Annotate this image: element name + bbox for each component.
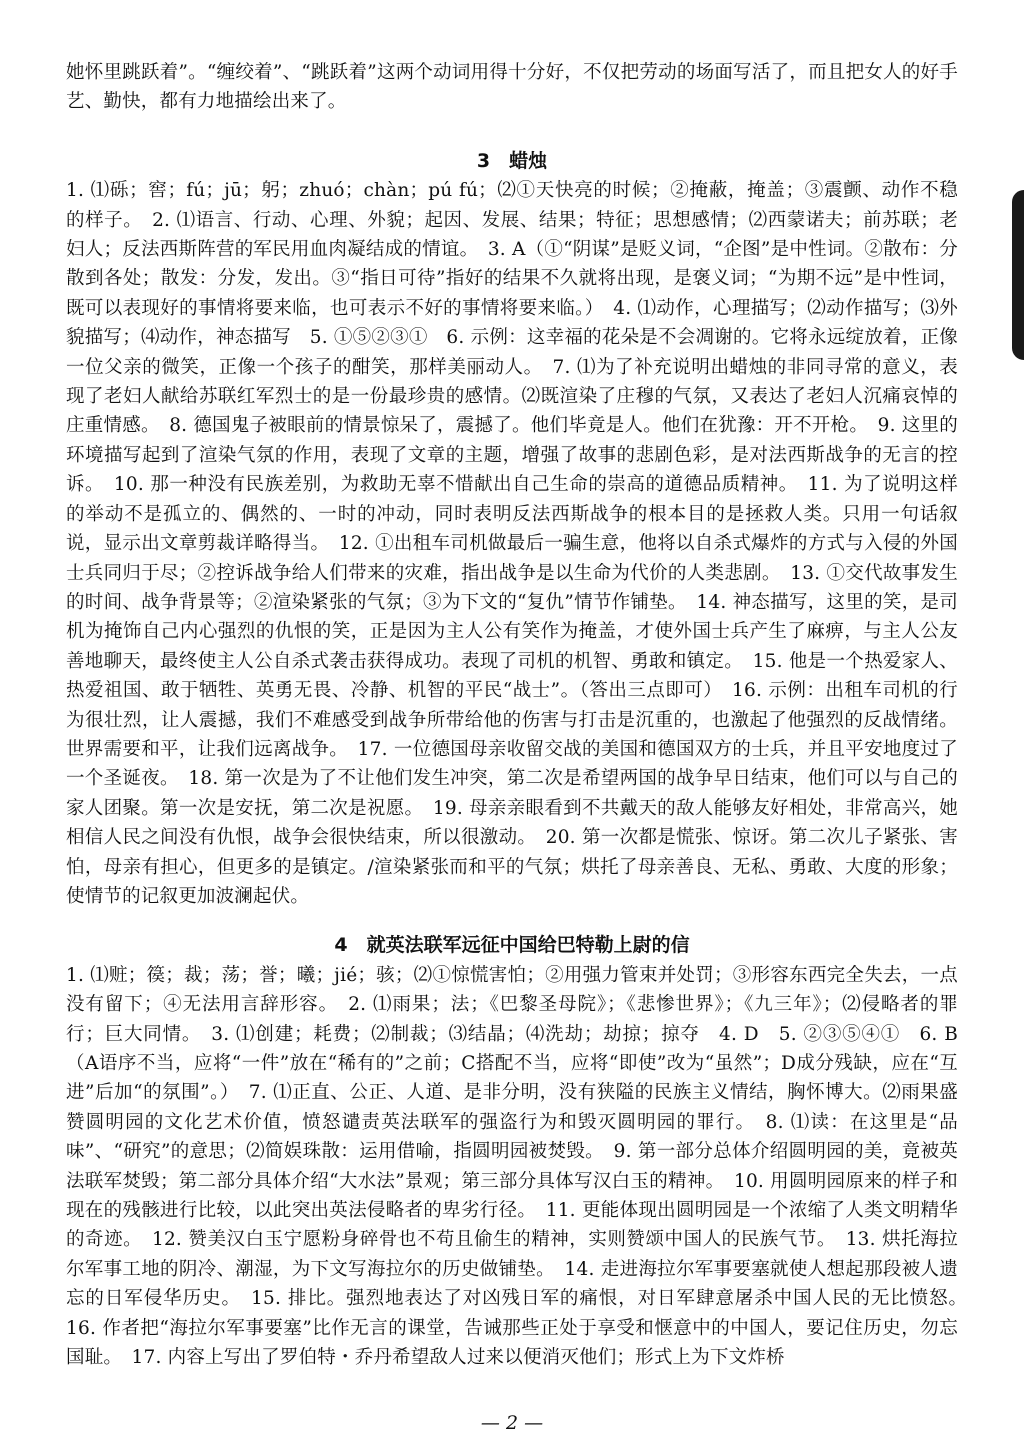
spacer [66,911,958,931]
scan-edge-mark [1012,190,1024,360]
answer-page [66,58,977,1372]
spacer [66,117,958,147]
section-4-body: 1. ⑴赃；篌；裁；荡；誉；曦；jié；骇；⑵①惊慌害怕；②用强力管束并处罚；③形容东西完全失去，一点没有留下；④无法用言辞形容。 2. ⑴雨果；法；《巴黎圣母院》；《悲惨世界》；《九三年》；⑵侵略者的罪行；巨大同情。 3. ⑴创建；耗费；⑵制裁；⑶结晶；⑷洗劫；劫掠；掠夺 4. D 5. ②③⑤④① 6. B（A语序不当，应将“一件”放在“稀有的”之前；C搭配不当，应将“即使”改为“虽然”；D成分残缺，应在“互进”后加“的氛围”。） 7. ⑴正直、公正、人道、是非分明，没有狭隘的民族主义情结，胸怀博大。⑵雨果盛赞圆明园的文化艺术价值，愤怒谴责英法联军的强盗行为和毁灭圆明园的罪行。 8. ⑴读：在这里是“品味”、“研究”的意思；⑵简娱珠散：运用借喻，指圆明园被焚毁。 9. 第一部分总体介绍圆明园的美，竟被英法联军焚毁；第二部分具体介绍“大水法”景观；第三部分具体写汉白玉的精神。 10. 用圆明园原来的样子和现在的残骸进行比较，以此突出英法侵略者的卑劣行径。 11. 更能体现出圆明园是一个浓缩了人类文明精华的奇迹。 12. 赞美汉白玉宁愿粉身碎骨也不苟且偷生的精神，实则赞颂中国人的民族气节。 13. 烘托海拉尔军事工地的阴冷、潮湿，为下文写海拉尔的历史做铺垫。 14. 走进海拉尔军事要塞就使人想起那段被人遗忘的日军侵华历史。 15. 排比。强烈地表达了对凶残日军的痛恨，对日军肆意屠杀中国人民的无比愤怒。 16. 作者把“海拉尔军事要塞”比作无言的课堂，告诫那些正处于享受和惬意中的中国人，要记住历史，勿忘国耻。 17. 内容上写出了罗伯特・乔丹希望敌人过来以便消灭他们；形式上为下文炸桥 [66,964,977,1369]
section-3-title: 3 蜡烛 [476,149,548,172]
intro-paragraph: 她怀里跳跃着”。“缠绞着”、“跳跃着”这两个动词用得十分好，不仅把劳动的场面写活了，而且把女人的好手艺、勤快，都有力地描绘出来了。 [66,62,958,113]
page-number: — 2 — [480,1412,544,1434]
section-3-body: 1. ⑴砾；窖；fú；jū；躬；zhuó；chàn；pú fú；⑵①天快亮的时候；②掩蔽，掩盖；③震颤、动作不稳的样子。 2. ⑴语言、行动、心理、外貌；起因、发展、结果；特征；思想感情；⑵西蒙诺夫；前苏联；老妇人；反法西斯阵营的军民用血肉凝结成的情谊。 3. A（①“阴谋”是贬义词，“企图”是中性词。②散布：分散到各处；散发：分发，发出。③“指日可待”指好的结果不久就将出现，是褒义词；“为期不远”是中性词，既可以表现好的事情将要来临，也可表示不好的事情将要来临。） 4. ⑴动作，心理描写；⑵动作描写；⑶外貌描写；⑷动作，神态描写 5. ①⑤②③① 6. 示例：这幸福的花朵是不会凋谢的。它将永远绽放着，正像一位父亲的微笑，正像一个孩子的酣笑，那样美丽动人。 7. ⑴为了补充说明出蜡烛的非同寻常的意义，表现了老妇人献给苏联红军烈士的是一份最珍贵的感情。⑵既渲染了庄穆的气氛，又表达了老妇人沉痛哀悼的庄重情感。 8. 德国鬼子被眼前的情景惊呆了，震撼了。他们毕竟是人。他们在犹豫：开不开枪。 9. 这里的环境描写起到了渲染气氛的作用，表现了文章的主题，增强了故事的悲剧色彩，是对法西斯战争的无言的控诉。 10. 那一种没有民族差别，为救助无辜不惜献出自己生命的崇高的道德品质精神。 11. 为了说明这样的举动不是孤立的、偶然的、一时的冲动，同时表明反法西斯战争的根本目的是拯救人类。只用一句话叙说，显示出文章剪裁详略得当。 12. ①出租车司机做最后一骗生意，他将以自杀式爆炸的方式与入侵的外国士兵同归于尽；②控诉战争给人们带来的灾难，指出战争是以生命为代价的人类悲剧。 13. ①交代故事发生的时间、战争背景等；②渲染紧张的气氛；③为下文的“复仇”情节作铺垫。 14. 神态描写，这里的笑，是司机为掩饰自己内心强烈的仇恨的笑，正是因为主人公有笑作为掩盖，才使外国士兵产生了麻痹，与主人公友善地聊天，最终使主人公自杀式袭击获得成功。表现了司机的机智、勇敢和镇定。 15. 他是一个热爱家人、热爱祖国、敢于牺牲、英勇无畏、冷静、机智的平民“战士”。（答出三点即可） 16. 示例：出租车司机的行为很壮烈，让人震撼，我们不难感受到战争所带给他的伤害与打击是沉重的，也激起了他强烈的反战情绪。世界需要和平，让我们远离战争。 17. 一位德国母亲收留交战的美国和德国双方的士兵，并且平安地度过了一个圣诞夜。 18. 第一次是为了不让他们发生冲突，第二次是希望两国的战争早日结束，他们可以与自己的家人团聚。第一次是安抚，第二次是祝愿。 19. 母亲亲眼看到不共戴天的敌人能够友好相处，非常高兴，她相信人民之间没有仇恨，战争会很快结束，所以很激动。 20. 第一次都是慌张、惊讶。第二次儿子紧张、害怕，母亲有担心，但更多的是镇定。/渲染紧张而和平的气氛；烘托了母亲善良、无私、勇敢、大度的形象；使情节的记叙更加波澜起伏。 [66,180,958,907]
section-4-title: 4 就英法联军远征中国给巴特勒上尉的信 [334,934,690,957]
